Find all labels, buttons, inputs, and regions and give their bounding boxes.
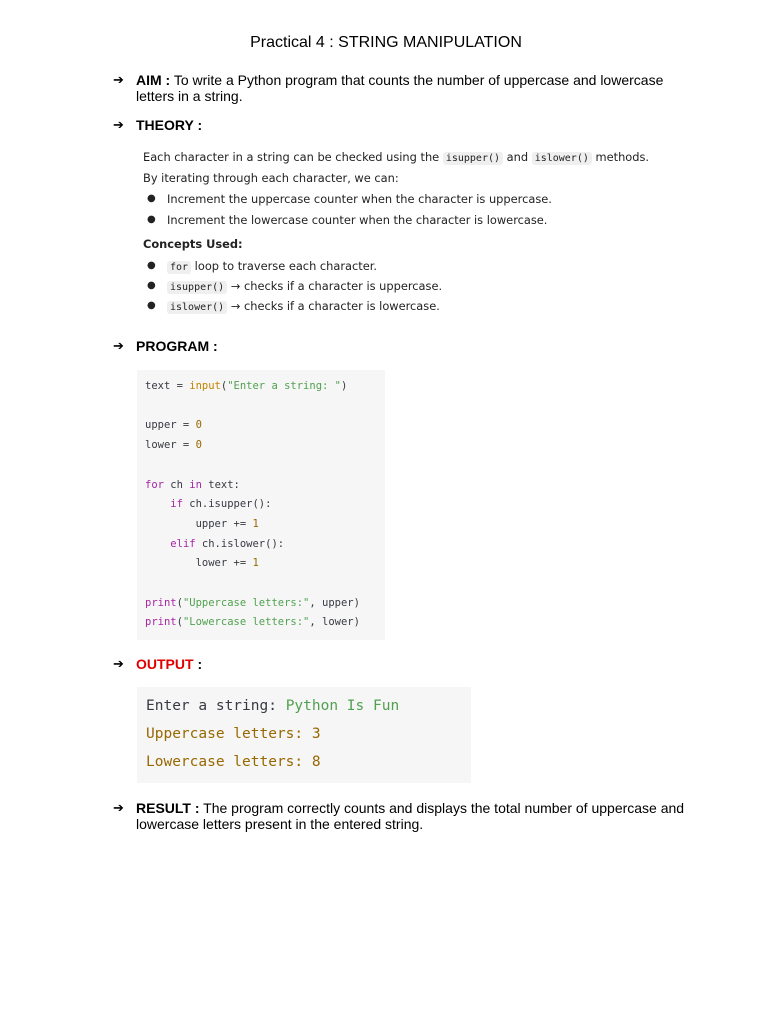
aim-label: AIM : <box>136 72 171 88</box>
output-section <box>113 656 693 672</box>
arrow-icon: ➔ <box>113 117 124 132</box>
output-colon: : <box>193 656 203 672</box>
concept-item <box>167 259 377 273</box>
theory-bullet: Increment the lowercase counter when the character is lowercase. <box>167 213 548 227</box>
theory-line-2: By iterating through each character, we can: <box>143 171 399 185</box>
output-block <box>137 687 471 783</box>
concept-item <box>167 299 440 313</box>
page-title: Practical 4 : STRING MANIPULATION <box>250 34 522 51</box>
theory-text: Each character in a string can be checked using the <box>143 150 443 164</box>
program-label: PROGRAM : <box>136 338 218 354</box>
arrow-icon: ➔ <box>113 800 124 815</box>
inline-code-isupper: isupper() <box>167 281 227 294</box>
bullet-icon: ● <box>147 214 156 225</box>
bullet-icon: ● <box>147 300 156 311</box>
aim-section <box>113 72 693 104</box>
result-label: RESULT : <box>136 800 200 816</box>
aim-text: To write a Python program that counts the number of uppercase and lowercase <box>170 72 664 88</box>
concept-item <box>167 279 442 293</box>
arrow-icon: ➔ <box>113 72 124 87</box>
inline-code-for: for <box>167 261 191 274</box>
bullet-icon: ● <box>147 280 156 291</box>
theory-bullet: Increment the uppercase counter when the character is uppercase. <box>167 192 552 206</box>
theory-text: methods. <box>591 150 650 164</box>
arrow-icon: ➔ <box>113 656 124 671</box>
result-section <box>113 800 693 832</box>
theory-line-1 <box>143 150 649 164</box>
code-text: text = input("Enter a string: ") upper = 0 lower = 0 for ch in text: if ch.isupper(): upper += 1 elif ch.islower(): lower += 1 print("Uppercase letters:", upper) print("Lowercase letters:", lower) <box>145 380 360 629</box>
aim-text-2: letters in a string. <box>136 88 243 104</box>
output-label: OUTPUT <box>136 656 194 672</box>
bullet-icon: ● <box>147 193 156 204</box>
concepts-heading: Concepts Used: <box>143 237 243 251</box>
theory-text: and <box>503 150 532 164</box>
arrow-icon: ➔ <box>113 338 124 353</box>
theory-label: THEORY : <box>136 117 203 133</box>
inline-code-isupper: isupper() <box>443 152 503 165</box>
concept-text: → checks if a character is lowercase. <box>227 299 440 313</box>
inline-code-islower: islower() <box>532 152 592 165</box>
program-code-block <box>137 370 385 640</box>
concept-text: loop to traverse each character. <box>191 259 378 273</box>
program-section <box>113 338 693 354</box>
result-text-2: lowercase letters present in the entered string. <box>136 816 424 832</box>
result-text: The program correctly counts and displays the total number of uppercase and <box>199 800 685 816</box>
inline-code-islower: islower() <box>167 301 227 314</box>
theory-section <box>113 117 693 133</box>
output-text: Enter a string: Python Is Fun Uppercase letters: 3 Lowercase letters: 8 <box>146 698 400 770</box>
bullet-icon: ● <box>147 260 156 271</box>
concept-text: → checks if a character is uppercase. <box>227 279 443 293</box>
